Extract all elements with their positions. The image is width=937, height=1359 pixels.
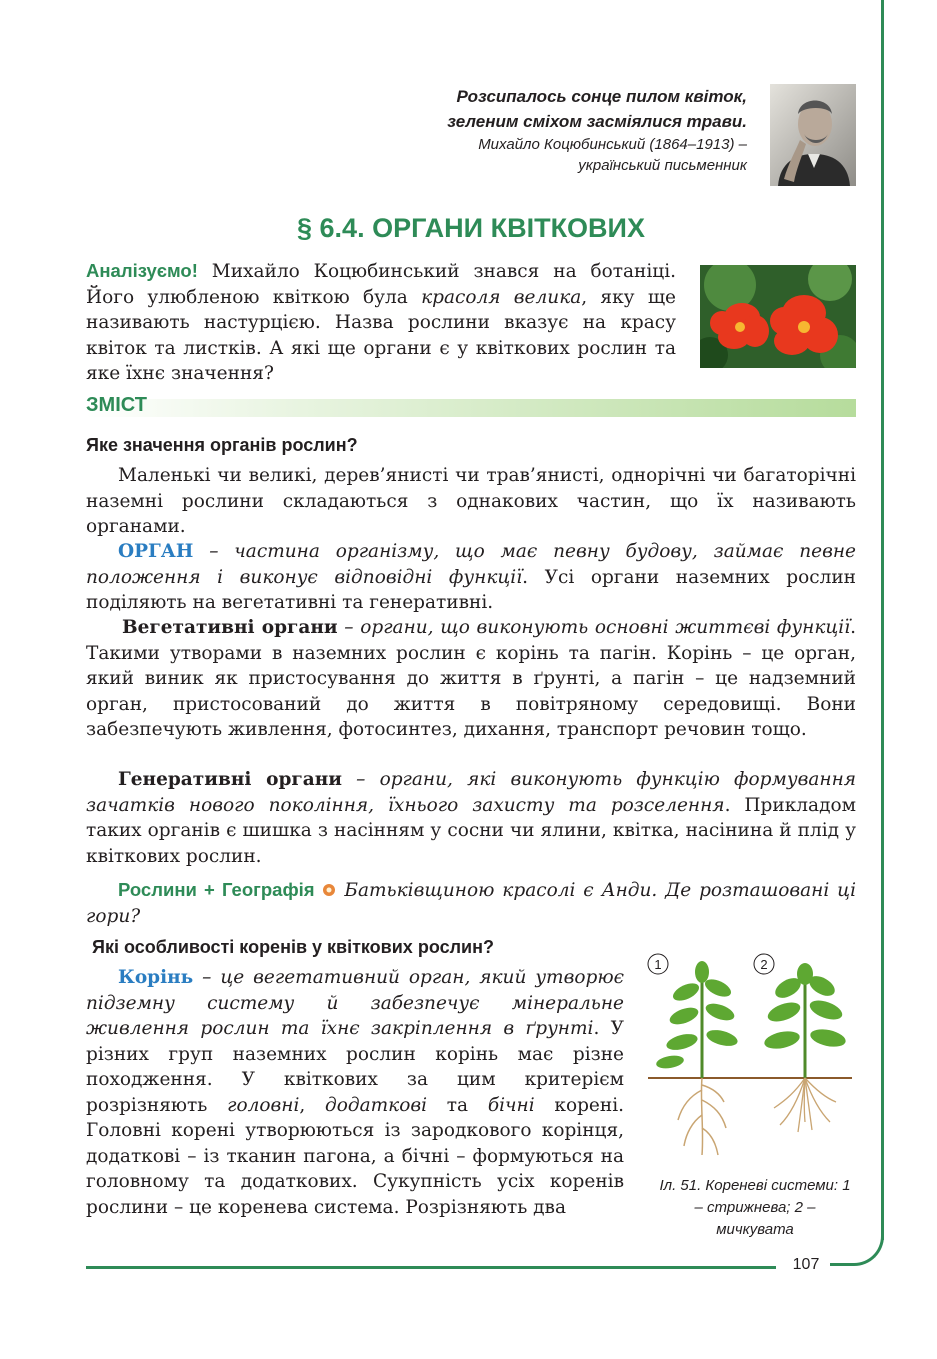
question-heading-1: Яке значення органів рослин?	[86, 435, 358, 455]
intro-paragraph: Аналізуємо! Михайло Коцюбинський знався на ботаніці. Його улюбленою квіткою була красоля велика, яку ще називають настурцією. Назва рослини вказує на красу квіток та листків. А які ще органи є у квіткових рослин та яке їхнє значення?	[86, 260, 676, 384]
paragraph-geography: Рослини + Географія Батьківщиною красолі є Анди. Де розташовані ці гори?	[86, 879, 856, 927]
nasturtium-photo	[700, 265, 856, 368]
term-generative: Генеративні органи	[118, 769, 342, 790]
page-number: 107	[792, 1256, 820, 1273]
page-title: § 6.4. ОРГАНИ КВІТКОВИХ	[297, 213, 645, 243]
term-organ: ОРГАН	[118, 541, 194, 562]
taproot-plant	[655, 961, 739, 1155]
flower-bullet-icon	[322, 883, 336, 897]
epigraph-author-line1: Михайло Коцюбинський (1864–1913) –	[478, 136, 747, 153]
section-bar	[86, 399, 856, 417]
section-title: ЗМІСТ	[86, 394, 147, 416]
epigraph-author-line2: український письменник	[578, 157, 747, 174]
term-root: Корінь	[118, 967, 194, 988]
paragraph-1: Маленькі чи великі, дерев’янисті чи трав’янисті, однорічні чи багаторічні наземні рослини складаються з однакових частин, що їх називають органами.	[86, 465, 856, 537]
figure-label-1: 1	[654, 957, 662, 972]
intro-lead: Аналізуємо!	[86, 260, 198, 281]
figure-caption: Іл. 51. Кореневі системи: 1 – стрижнева; 2 – мичкувата	[659, 1177, 851, 1238]
epigraph-quote-line1: Розсипалось сонце пилом квіток,	[456, 87, 747, 106]
page-frame-right	[881, 0, 884, 1240]
paragraph-generative: Генеративні органи – органи, які виконують функцію формування зачатків нового покоління, їхнього захисту та розселення. Прикладом таких органів є шишка з насінням у сосни чи ялини, квітка, насінина й плід у квіткових рослин.	[86, 769, 857, 867]
figure-label-2: 2	[760, 957, 768, 972]
epigraph-quote-line2: зеленим сміхом засміялися трави.	[447, 112, 747, 131]
paragraph-vegetative: Вегетативні органи – органи, що виконують основні життєві функції. Такими утворами в наземних рослин є корінь та пагін. Корінь – це орган, який виник як пристосування до життя в ґрунті, а пагін – це надземний орган, пристосований до життя в повітряному середовищі. Вони забезпечують живлення, фотосинтез, дихання, транспорт речовин тощо.	[86, 617, 856, 740]
paragraph-root: Корінь – це вегетативний орган, який утворює підземну систему й забезпечує мінеральне живлення рослин та їхнє закріплення в ґрунті. У різних груп наземних рослин корінь має різне походження. У квіткових за цим критерієм розрізняють головні, додаткові та бічні корені. Головні корені утворюються із зародкового корінця, додаткові – із тканин пагона, а бічні – формуються на головному та додаткових. Сукупність усіх коренів рослини – це коренева система. Розрізняють два	[86, 967, 625, 1218]
root-systems-figure	[640, 950, 855, 1165]
page-frame-bottom	[86, 1266, 776, 1269]
question-heading-2: Які особливості коренів у квіткових рослин?	[92, 937, 494, 957]
author-portrait	[770, 84, 856, 186]
epigraph	[307, 84, 747, 176]
fibrous-plant	[763, 963, 848, 1132]
geography-lead: Рослини + Географія	[118, 879, 315, 900]
term-vegetative: Вегетативні органи	[122, 617, 338, 638]
paragraph-organ: ОРГАН – частина організму, що має певну будову, займає певне положення і виконує відповідні функції. Усі органи наземних рослин поділяють на вегетативні та генеративні.	[86, 541, 856, 613]
